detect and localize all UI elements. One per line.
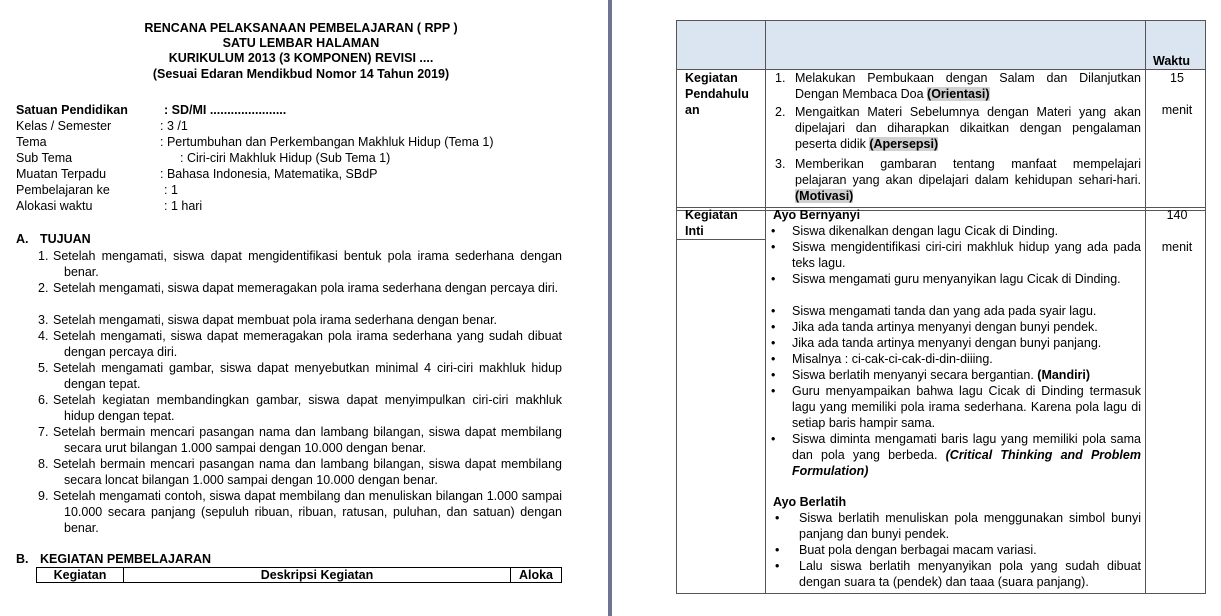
objective-number: 3.: [38, 313, 49, 327]
tag-motivasi: (Motivasi): [795, 189, 854, 203]
bullet-text: Guru menyampaikan bahwa lagu Cicak di Dinding termasuk lagu yang memiliki pola irama sederhana. Karena pola lagu di setiap baris hampir sama.: [792, 384, 1141, 430]
bullet-dot: •: [775, 559, 780, 573]
objective-text: Setelah bermain mencari pasangan nama dan lambang bilangan, siswa dapat membilang secara urut bilangan 1.000 sampai dengan 10.000 dengan benar.: [53, 425, 562, 455]
bullet-dot: •: [771, 384, 776, 398]
inti-bullet: [771, 383, 1141, 431]
doc-title-line-2: SATU LEMBAR HALAMAN: [222, 36, 380, 50]
bullet-text: Buat pola dengan berbagai macam variasi.: [799, 543, 1037, 557]
objective-item: [38, 360, 562, 392]
objective-item: [38, 456, 562, 488]
bullet-text: Siswa diminta mengamati baris lagu yang memiliki pola sama dan pola yang berbeda.: [792, 432, 1141, 462]
pendahuluan-time-value: 15: [1170, 71, 1184, 85]
bullet-text: Misalnya : ci-cak-ci-cak-di-din-diiing.: [792, 352, 993, 366]
identity-label: Satuan Pendidikan: [16, 103, 128, 117]
bullet-dot: •: [771, 304, 776, 318]
page-gutter: [602, 0, 616, 616]
bullet-dot: •: [771, 224, 776, 238]
objective-number: 6.: [38, 393, 49, 407]
label-inti-2: Inti: [685, 224, 704, 238]
row-divider: [677, 210, 1205, 211]
inti-bullet: [771, 351, 1141, 367]
section-title: KEGIATAN PEMBELAJARAN: [40, 552, 212, 566]
bullet-dot: •: [775, 543, 780, 557]
objective-item: [38, 424, 562, 456]
row-divider: [677, 207, 1205, 208]
identity-value: : 1 hari: [164, 199, 203, 213]
objective-item: [38, 280, 562, 296]
identity-value: : 3 /1: [160, 119, 188, 133]
objective-text: Setelah mengamati, siswa dapat mengidentifikasi bentuk pola irama sederhana dengan benar.: [53, 249, 562, 279]
objective-number: 5.: [38, 361, 49, 375]
doc-title-line-4: (Sesuai Edaran Mendikbud Nomor 14 Tahun 2019): [152, 67, 450, 81]
inti-bullet: [775, 542, 1141, 558]
objective-text: Setelah mengamati, siswa dapat membuat pola irama sederhana dengan benar.: [53, 313, 498, 327]
bullet-text: Jika ada tanda artinya menyanyi dengan bunyi pendek.: [792, 320, 1098, 334]
identity-value: : Pertumbuhan dan Perkembangan Makhluk Hidup (Tema 1): [160, 135, 494, 149]
section-b-heading: [16, 552, 211, 567]
pendahuluan-item: [775, 156, 1141, 204]
inti-bullet: [775, 510, 1141, 542]
tag-critical-thinking: (Critical Thinking and Problem Formulation): [792, 448, 1141, 478]
bullet-dot: •: [771, 320, 776, 334]
tag-apersepsi: (Apersepsi): [869, 137, 939, 151]
bullet-dot: •: [771, 368, 776, 382]
bullet-text: Siswa dikenalkan dengan lagu Cicak di Dinding.: [792, 224, 1059, 238]
bullet-dot: •: [771, 432, 776, 446]
objective-text: Setelah bermain mencari pasangan nama dan lambang bilangan, siswa dapat membilang secara loncat bilangan 1.000 sampai dengan 10.000 dengan benar.: [53, 457, 562, 487]
objective-item: [38, 328, 562, 360]
section-a-heading: [16, 232, 91, 247]
tag-orientasi: (Orientasi): [927, 87, 990, 101]
objective-number: 1.: [38, 249, 49, 263]
bullet-text: Siswa mengamati tanda dan yang ada pada syair lagu.: [792, 304, 1097, 318]
inti-bullet: [771, 303, 1141, 319]
bullet-text: Siswa berlatih menuliskan pola menggunakan simbol bunyi panjang dan bunyi pendek.: [799, 511, 1141, 541]
inti-bullet: [771, 239, 1141, 271]
tag-mandiri: (Mandiri): [1037, 368, 1091, 382]
objective-text: Setelah mengamati gambar, siswa dapat menyebutkan minimal 4 ciri-ciri makhluk hidup dengan tepat.: [53, 361, 562, 391]
activity-table-header: [36, 567, 562, 583]
section-letter: B.: [16, 552, 29, 566]
item-number: 3.: [775, 157, 786, 171]
identity-label: Sub Tema: [16, 151, 73, 165]
bullet-text: Siswa mengamati guru menyanyikan lagu Cicak di Dinding.: [792, 272, 1121, 286]
col-divider: [1145, 21, 1146, 593]
identity-label: Muatan Terpadu: [16, 167, 107, 181]
bullet-text: Siswa mengidentifikasi ciri-ciri makhluk hidup yang ada pada teks lagu.: [792, 240, 1141, 270]
inti-bullet: [771, 335, 1141, 351]
item-text: Memberikan gambaran tentang manfaat mempelajari pelajaran yang akan dipelajari dalam kehidupan sehari-hari.: [795, 157, 1141, 187]
objective-item: [38, 392, 562, 424]
inti-bullet: [771, 431, 1141, 479]
section-title: TUJUAN: [40, 232, 91, 246]
bullet-text: Jika ada tanda artinya menyanyi dengan bunyi panjang.: [792, 336, 1102, 350]
label-divider: [677, 239, 765, 240]
table-header-row: [677, 21, 1205, 70]
pendahuluan-item: [775, 104, 1141, 152]
identity-label: Alokasi waktu: [16, 199, 93, 213]
bullet-dot: •: [775, 511, 780, 525]
inti-bullet: [771, 271, 1141, 287]
identity-label: Kelas / Semester: [16, 119, 112, 133]
bullet-dot: •: [771, 272, 776, 286]
inti-bullet: [771, 319, 1141, 335]
pendahuluan-time-unit: menit: [1161, 103, 1193, 117]
item-number: 1.: [775, 71, 786, 85]
header-deskripsi: Deskripsi Kegiatan: [124, 568, 511, 583]
label-pendahuluan-3: an: [685, 103, 700, 117]
doc-title-line-1: RENCANA PELAKSANAAN PEMBELAJARAN ( RPP ): [144, 21, 458, 35]
header-alokasi: Aloka: [511, 568, 562, 583]
header-kegiatan: Kegiatan: [37, 568, 124, 583]
objective-text: Setelah kegiatan membandingkan gambar, siswa dapat menyimpulkan ciri-ciri makhluk hidup dengan tepat.: [53, 393, 562, 423]
heading-ayo-berlatih: Ayo Berlatih: [773, 495, 847, 509]
section-letter: A.: [16, 232, 29, 246]
item-number: 2.: [775, 105, 786, 119]
objective-text: Setelah mengamati, siswa dapat memeragakan pola irama sederhana yang sudah dibuat dengan percaya diri.: [53, 329, 562, 359]
bullet-dot: •: [771, 352, 776, 366]
objective-text: Setelah mengamati contoh, siswa dapat membilang dan menuliskan bilangan 1.000 sampai 10.000 secara panjang (sepuluh ribuan, ribuan, ratusan, puluhan, dan satuan) dengan benar.: [53, 489, 562, 535]
bullet-text: Siswa berlatih menyanyi secara bergantian.: [792, 368, 1034, 382]
left-page: [0, 0, 602, 616]
objective-item: [38, 248, 562, 280]
activity-table: [676, 20, 1206, 594]
objective-number: 7.: [38, 425, 49, 439]
col-divider: [765, 21, 766, 593]
identity-value: : Ciri-ciri Makhluk Hidup (Sub Tema 1): [180, 151, 391, 165]
label-inti-1: Kegiatan: [685, 208, 738, 222]
pendahuluan-item: [775, 70, 1141, 102]
objective-item: [38, 488, 562, 536]
identity-value: : SD/MI ......................: [164, 103, 287, 117]
identity-label: Tema: [16, 135, 47, 149]
heading-ayo-bernyanyi: Ayo Bernyanyi: [773, 208, 861, 222]
objective-number: 4.: [38, 329, 49, 343]
objective-text: Setelah mengamati, siswa dapat memeragakan pola irama sederhana dengan percaya diri.: [53, 281, 559, 295]
bullet-dot: •: [771, 336, 776, 350]
page-divider: [608, 0, 612, 616]
label-pendahuluan-1: Kegiatan: [685, 71, 738, 85]
identity-value: : Bahasa Indonesia, Matematika, SBdP: [160, 167, 378, 181]
identity-label: Pembelajaran ke: [16, 183, 110, 197]
objective-number: 9.: [38, 489, 49, 503]
objective-item: [38, 312, 562, 328]
inti-time-value: 140: [1166, 208, 1188, 222]
inti-bullet: [775, 558, 1141, 590]
item-text: Mengaitkan Materi Sebelumnya dengan Materi yang akan dipelajari dan diharapkan dikaitkan dengan pengalaman peserta didik: [795, 105, 1141, 151]
header-waktu: Waktu: [1153, 54, 1191, 68]
inti-bullet: [771, 367, 1141, 383]
inti-bullet: [771, 223, 1141, 239]
label-pendahuluan-2: Pendahulu: [685, 87, 749, 101]
bullet-text: Lalu siswa berlatih menyanyikan pola yang sudah dibuat dengan suara ta (pendek) dan taaa (suara panjang).: [799, 559, 1141, 589]
objective-number: 8.: [38, 457, 49, 471]
objective-number: 2.: [38, 281, 49, 295]
inti-time-unit: menit: [1161, 240, 1193, 254]
doc-title-line-3: KURIKULUM 2013 (3 KOMPONEN) REVISI ....: [168, 51, 434, 65]
item-text: Melakukan Pembukaan dengan Salam dan Dilanjutkan Dengan Membaca Doa: [795, 71, 1141, 101]
identity-value: : 1: [164, 183, 178, 197]
bullet-dot: •: [771, 240, 776, 254]
